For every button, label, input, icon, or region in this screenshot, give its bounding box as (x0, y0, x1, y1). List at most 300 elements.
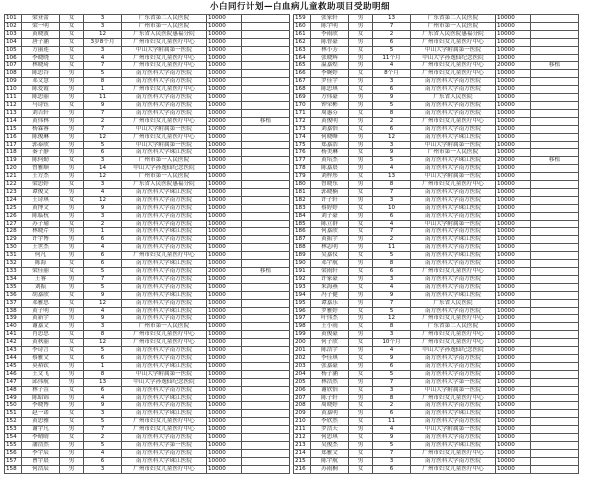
cell-note (531, 457, 579, 465)
cell-age: 4 (373, 62, 411, 70)
cell-age: 3 (373, 141, 411, 149)
cell-note (242, 125, 290, 133)
table-row (5, 449, 290, 457)
cell-amount: 10000 (207, 370, 242, 378)
cell-number: 149 (5, 394, 22, 402)
cell-amount: 10000 (207, 386, 242, 394)
cell-amount: 10000 (496, 141, 531, 149)
cell-age: 8 (373, 260, 411, 268)
table-row (5, 15, 290, 23)
cell-hospital: 广州市妇女儿童医疗中心 (122, 418, 207, 426)
cell-note (242, 457, 290, 465)
cell-number: 165 (294, 62, 311, 70)
cell-amount: 10000 (496, 449, 531, 457)
cell-gender: 男 (349, 54, 373, 62)
cell-age: 11个月 (373, 54, 411, 62)
cell-note (531, 46, 579, 54)
cell-age: 5 (373, 441, 411, 449)
cell-age: 13 (373, 15, 411, 23)
cell-age: 8 (84, 331, 122, 339)
cell-note (531, 228, 579, 236)
left-roster-table (4, 14, 290, 474)
table-row (294, 275, 579, 283)
table-row (5, 378, 290, 386)
cell-hospital: 广州市第一人民医院 (411, 22, 496, 30)
cell-name: 何嘉欣 (311, 228, 349, 236)
cell-amount: 10000 (496, 149, 531, 157)
table-row (294, 386, 579, 394)
cell-amount: 10000 (207, 394, 242, 402)
cell-number: 110 (5, 86, 22, 94)
cell-note (242, 331, 290, 339)
cell-gender: 男 (349, 22, 373, 30)
cell-number: 212 (294, 434, 311, 442)
cell-hospital: 中山大学附属第一医院 (122, 46, 207, 54)
cell-amount: 10000 (207, 307, 242, 315)
table-row (5, 370, 290, 378)
cell-amount: 10000 (496, 418, 531, 426)
table-row (5, 283, 290, 291)
table-row (294, 260, 579, 268)
cell-note (531, 181, 579, 189)
cell-gender: 男 (60, 204, 84, 212)
cell-age: 6 (373, 86, 411, 94)
cell-note (531, 204, 579, 212)
table-row (294, 109, 579, 117)
cell-name: 邓文慧 (22, 78, 60, 86)
cell-note (242, 252, 290, 260)
cell-gender: 女 (60, 418, 84, 426)
cell-name: 林志明 (311, 244, 349, 252)
cell-note (531, 339, 579, 347)
cell-gender: 男 (349, 275, 373, 283)
cell-age: 12 (84, 196, 122, 204)
cell-note: 移植 (531, 62, 579, 70)
cell-hospital: 南方医科大学珠江医院 (122, 228, 207, 236)
cell-number: 213 (294, 441, 311, 449)
cell-number: 116 (5, 133, 22, 141)
cell-note (242, 394, 290, 402)
cell-number: 117 (5, 141, 22, 149)
cell-hospital: 南方医科大学南方医院 (122, 354, 207, 362)
cell-hospital: 广州市妇女儿童医疗中心 (411, 339, 496, 347)
cell-hospital: 广东省人民医院 (411, 94, 496, 102)
cell-gender: 女 (349, 402, 373, 410)
cell-note (242, 441, 290, 449)
cell-name: 曹宇晨 (22, 457, 60, 465)
cell-hospital: 南方医科大学第一医院 (411, 378, 496, 386)
cell-note (531, 173, 579, 181)
cell-name: 陈立群 (311, 220, 349, 228)
cell-number: 115 (5, 125, 22, 133)
cell-amount: 10000 (207, 378, 242, 386)
table-row (294, 94, 579, 102)
cell-amount: 10000 (207, 181, 242, 189)
cell-age: 3 (84, 323, 122, 331)
cell-gender: 男 (349, 315, 373, 323)
cell-hospital: 南方医科大学珠江医院 (411, 441, 496, 449)
cell-hospital: 南方医科大学南方医院 (122, 236, 207, 244)
cell-note: 移植 (242, 117, 290, 125)
cell-hospital: 南方医科大学珠江医院 (411, 252, 496, 260)
cell-note (242, 22, 290, 30)
cell-name: 许家豪 (311, 275, 349, 283)
cell-amount: 10000 (207, 228, 242, 236)
cell-amount: 10000 (207, 220, 242, 228)
cell-age: 7 (373, 299, 411, 307)
cell-amount: 10000 (207, 54, 242, 62)
cell-hospital: 南方医科大学南方医院 (411, 228, 496, 236)
cell-number: 135 (5, 283, 22, 291)
cell-gender: 男 (349, 347, 373, 355)
cell-number: 178 (294, 165, 311, 173)
cell-hospital: 南方医科大学南方医院 (411, 354, 496, 362)
cell-hospital: 南方医科大学南方医院 (411, 196, 496, 204)
cell-number: 198 (294, 323, 311, 331)
cell-hospital: 南方医科大学珠江医院 (411, 157, 496, 165)
cell-name: 陈何勤 (22, 157, 60, 165)
cell-age: 3 (84, 212, 122, 220)
cell-number: 167 (294, 78, 311, 86)
cell-amount: 10000 (207, 418, 242, 426)
cell-age: 7 (84, 109, 122, 117)
cell-note (242, 196, 290, 204)
cell-note (242, 307, 290, 315)
cell-age: 5 (84, 283, 122, 291)
cell-name: 曾晓东 (311, 181, 349, 189)
cell-number: 102 (5, 22, 22, 30)
cell-name: 冯子健 (311, 291, 349, 299)
cell-amount: 10000 (207, 15, 242, 23)
cell-gender: 女 (349, 465, 373, 473)
cell-hospital: 南方医科大学南方医院 (122, 204, 207, 212)
cell-age: 9 (84, 291, 122, 299)
cell-number: 216 (294, 465, 311, 473)
cell-gender: 男 (60, 457, 84, 465)
table-row (294, 196, 579, 204)
cell-hospital: 南方医科大学南方医院 (122, 434, 207, 442)
cell-gender: 男 (60, 125, 84, 133)
cell-note (531, 125, 579, 133)
cell-name: 方伟豪 (311, 94, 349, 102)
cell-amount: 20000 (207, 268, 242, 276)
cell-note (242, 101, 290, 109)
cell-amount: 10000 (496, 434, 531, 442)
cell-amount: 10000 (207, 441, 242, 449)
table-row (5, 347, 290, 355)
cell-note (242, 434, 290, 442)
cell-note (242, 149, 290, 157)
cell-gender: 女 (349, 173, 373, 181)
cell-number: 166 (294, 70, 311, 78)
cell-age: 1 (84, 362, 122, 370)
table-row (5, 173, 290, 181)
cell-number: 194 (294, 291, 311, 299)
cell-number: 136 (5, 291, 22, 299)
cell-name: 朱海燕 (311, 283, 349, 291)
cell-name: 蔡雅文 (22, 354, 60, 362)
cell-amount: 10000 (496, 331, 531, 339)
cell-gender: 男 (60, 165, 84, 173)
cell-name: 许宇博 (22, 236, 60, 244)
cell-note (242, 378, 290, 386)
cell-age: 4 (84, 449, 122, 457)
cell-note (242, 133, 290, 141)
table-row (294, 441, 579, 449)
cell-amount: 10000 (496, 125, 531, 133)
cell-gender: 男 (60, 141, 84, 149)
cell-name: 陈智豪 (311, 38, 349, 46)
cell-gender: 男 (60, 133, 84, 141)
cell-note (242, 449, 290, 457)
cell-age: 6 (373, 410, 411, 418)
cell-amount: 20000 (496, 157, 531, 165)
cell-note (242, 275, 290, 283)
cell-number: 103 (5, 30, 22, 38)
cell-number: 138 (5, 307, 22, 315)
table-row (5, 149, 290, 157)
cell-gender: 男 (60, 244, 84, 252)
cell-gender: 男 (349, 78, 373, 86)
table-row (5, 54, 290, 62)
cell-amount: 10000 (207, 291, 242, 299)
cell-hospital: 广州市妇女儿童医疗中心 (411, 394, 496, 402)
cell-gender: 女 (349, 418, 373, 426)
cell-gender: 男 (60, 86, 84, 94)
cell-hospital: 南方医科大学南方医院 (122, 220, 207, 228)
table-row (5, 402, 290, 410)
table-row (294, 30, 579, 38)
cell-name: 黄新宇 (22, 315, 60, 323)
cell-hospital: 南方医科大学珠江医院 (122, 149, 207, 157)
cell-gender: 女 (349, 30, 373, 38)
cell-note (531, 244, 579, 252)
cell-gender: 男 (60, 173, 84, 181)
cell-name: 杨霖睿 (22, 125, 60, 133)
table-row (294, 434, 579, 442)
cell-number: 148 (5, 386, 22, 394)
cell-amount: 10000 (496, 378, 531, 386)
cell-age: 5 (373, 370, 411, 378)
cell-hospital: 南方医科大学南方医院 (122, 402, 207, 410)
cell-hospital: 中山大学附属第一医院 (122, 125, 207, 133)
cell-name: 陈俊琳 (22, 133, 60, 141)
cell-amount: 10000 (496, 173, 531, 181)
cell-gender: 男 (349, 157, 373, 165)
cell-hospital: 广州市妇女儿童医疗中心 (411, 70, 496, 78)
cell-amount: 10000 (207, 457, 242, 465)
table-row (5, 181, 290, 189)
cell-note (242, 141, 290, 149)
cell-amount: 10000 (496, 22, 531, 30)
cell-hospital: 南方医科大学南方医院 (122, 347, 207, 355)
cell-number: 162 (294, 38, 311, 46)
cell-age: 8 (373, 109, 411, 117)
cell-age: 2 (84, 434, 122, 442)
cell-hospital: 中山大学附属第一医院 (411, 141, 496, 149)
cell-age: 4 (84, 54, 122, 62)
table-row (5, 30, 290, 38)
table-row (5, 465, 290, 473)
cell-note (242, 46, 290, 54)
table-row (5, 323, 290, 331)
table-row (5, 418, 290, 426)
cell-name: 黄博文 (22, 204, 60, 212)
cell-hospital: 南方医科大学南方医院 (411, 165, 496, 173)
cell-gender: 男 (349, 441, 373, 449)
cell-gender: 女 (60, 46, 84, 54)
cell-name: 黄嘉明 (311, 410, 349, 418)
cell-age: 11 (373, 244, 411, 252)
cell-number: 169 (294, 94, 311, 102)
cell-name: 陈思琪 (311, 86, 349, 94)
cell-gender: 男 (349, 410, 373, 418)
cell-amount: 10000 (207, 173, 242, 181)
cell-number: 180 (294, 181, 311, 189)
cell-name: 王小雨 (311, 323, 349, 331)
cell-gender: 男 (349, 196, 373, 204)
cell-hospital: 南方医科大学南方医院 (411, 457, 496, 465)
cell-amount: 10000 (496, 117, 531, 125)
table-row (294, 70, 579, 78)
table-row (294, 236, 579, 244)
cell-age: 3 (84, 157, 122, 165)
cell-note (242, 370, 290, 378)
cell-note (242, 299, 290, 307)
cell-amount: 10000 (207, 283, 242, 291)
cell-number: 157 (5, 457, 22, 465)
cell-age: 9 (373, 291, 411, 299)
table-row (294, 54, 579, 62)
cell-age: 3 (373, 275, 411, 283)
cell-number: 154 (5, 434, 22, 442)
cell-name: 何思琪 (311, 434, 349, 442)
cell-gender: 男 (60, 378, 84, 386)
cell-age: 10 (373, 204, 411, 212)
cell-hospital: 南方医科大学珠江医院 (411, 133, 496, 141)
cell-note (531, 315, 579, 323)
cell-hospital: 南方医科大学珠江医院 (411, 204, 496, 212)
cell-gender: 男 (349, 133, 373, 141)
cell-amount: 10000 (207, 212, 242, 220)
cell-gender: 女 (349, 86, 373, 94)
cell-amount: 10000 (207, 141, 242, 149)
cell-hospital: 南方医科大学南方医院 (411, 125, 496, 133)
table-row (294, 125, 579, 133)
cell-hospital: 中山大学附属第一医院 (122, 141, 207, 149)
cell-amount: 10000 (496, 94, 531, 102)
cell-name: 苏子瑜 (22, 220, 60, 228)
cell-age: 3 (84, 410, 122, 418)
cell-gender: 女 (60, 299, 84, 307)
cell-name: 张嘉豪 (311, 362, 349, 370)
cell-age: 5 (84, 441, 122, 449)
cell-age: 7 (84, 62, 122, 70)
cell-number: 126 (5, 212, 22, 220)
cell-amount: 10000 (496, 196, 531, 204)
cell-note (242, 30, 290, 38)
table-row (5, 339, 290, 347)
cell-hospital: 南方医科大学南方医院 (122, 101, 207, 109)
cell-gender: 女 (60, 331, 84, 339)
table-row (5, 196, 290, 204)
table-row (5, 220, 290, 228)
cell-number: 114 (5, 117, 22, 125)
cell-note (242, 236, 290, 244)
cell-name: 黄晓波 (22, 30, 60, 38)
cell-hospital: 南方医科大学南方医院 (411, 418, 496, 426)
cell-name: 邓雅思 (22, 299, 60, 307)
cell-note (242, 157, 290, 165)
cell-name: 罗雅婷 (311, 307, 349, 315)
cell-hospital: 南方医科大学珠江医院 (122, 188, 207, 196)
cell-name: 王诗琪 (22, 196, 60, 204)
cell-gender: 女 (349, 228, 373, 236)
cell-number: 177 (294, 157, 311, 165)
cell-amount: 10000 (207, 157, 242, 165)
cell-note (531, 426, 579, 434)
cell-note (242, 323, 290, 331)
cell-hospital: 南方医科大学南方医院 (411, 244, 496, 252)
cell-number: 127 (5, 220, 22, 228)
cell-hospital: 广州市妇女儿童医疗中心 (122, 62, 207, 70)
cell-amount: 10000 (207, 260, 242, 268)
cell-name: 谭嘉乐 (311, 299, 349, 307)
cell-age: 6 (84, 386, 122, 394)
cell-name: 林子萱 (22, 386, 60, 394)
cell-note (242, 212, 290, 220)
cell-name: 赵一诺 (22, 410, 60, 418)
cell-gender: 女 (60, 62, 84, 70)
cell-name: 唐子涵 (22, 38, 60, 46)
cell-note (531, 275, 579, 283)
cell-gender: 女 (60, 220, 84, 228)
cell-amount: 10000 (496, 188, 531, 196)
table-row (5, 62, 290, 70)
cell-gender: 女 (60, 22, 84, 30)
cell-gender: 女 (349, 307, 373, 315)
table-row (294, 212, 579, 220)
cell-gender: 男 (60, 212, 84, 220)
cell-age: 6 (84, 252, 122, 260)
cell-amount: 10000 (207, 46, 242, 54)
cell-gender: 女 (349, 204, 373, 212)
cell-amount: 10000 (496, 410, 531, 418)
cell-number: 215 (294, 457, 311, 465)
cell-amount: 10000 (496, 236, 531, 244)
cell-name: 李宇辰 (22, 449, 60, 457)
cell-name: 肖思思 (22, 331, 60, 339)
cell-number: 209 (294, 410, 311, 418)
cell-age: 3 (373, 196, 411, 204)
cell-number: 113 (5, 109, 22, 117)
cell-number: 139 (5, 315, 22, 323)
cell-amount: 10000 (496, 181, 531, 189)
cell-note (531, 188, 579, 196)
cell-hospital: 南方医科大学南方医院 (122, 109, 207, 117)
cell-hospital: 广东省人民医院惠福分院 (122, 181, 207, 189)
cell-gender: 女 (349, 252, 373, 260)
cell-name: 何凡 (22, 252, 60, 260)
cell-number: 147 (5, 378, 22, 386)
cell-age: 8 (84, 78, 122, 86)
cell-age: 12 (84, 339, 122, 347)
cell-amount: 10000 (496, 133, 531, 141)
table-row (294, 315, 579, 323)
table-row (294, 157, 579, 165)
cell-gender: 女 (60, 54, 84, 62)
cell-name: 郭泰欣 (22, 141, 60, 149)
